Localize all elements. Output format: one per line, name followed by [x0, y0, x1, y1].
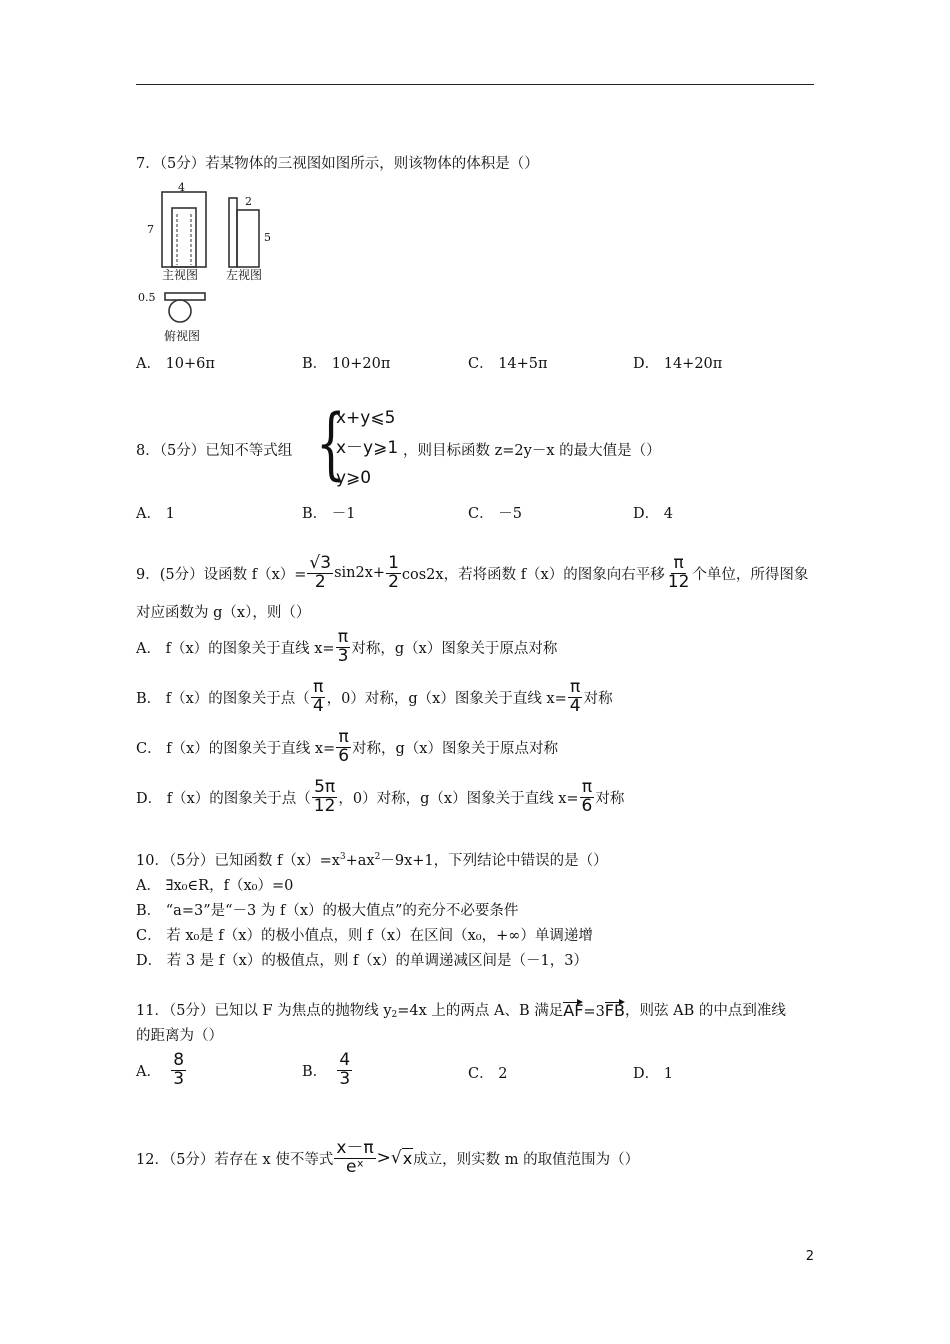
q12-stem: [136, 1135, 639, 1181]
q11-b-fraction: [337, 1049, 352, 1089]
q9-f2-den: 2: [388, 571, 399, 592]
q11-b-num: 4: [339, 1049, 351, 1070]
q7-front-width: 4: [178, 181, 185, 194]
q9-c-num: π: [338, 726, 349, 747]
q9-c-den: 6: [338, 745, 350, 766]
q8-ineq-1: x+y⩽5: [336, 408, 396, 428]
q7-option-d: D． 14+20π: [633, 356, 723, 372]
q8-option-b: B． －1: [302, 506, 356, 522]
q8-suffix: ，则目标函数 z=2y－x 的最大值是（）: [403, 443, 661, 459]
q9-d-den2: 6: [581, 795, 593, 816]
q7-front-caption: 主视图: [162, 268, 199, 282]
q8-ineq-3: y⩾0: [336, 468, 372, 488]
q9-fraction-2: [386, 552, 401, 592]
q11-b-label: B．: [302, 1063, 328, 1080]
q10-exp-3: 3: [339, 852, 346, 862]
q9-fraction-1: [307, 552, 333, 592]
q9-stem-line2: 对应函数为 g（x），则（）: [136, 605, 311, 621]
q11-a-fraction: [171, 1049, 186, 1089]
q12-num: x－π: [336, 1137, 374, 1158]
q12-pre: 12．（5分）若存在 x 使不等式: [136, 1151, 334, 1168]
q10-stem-mid: +ax: [345, 853, 375, 869]
q11-option-b: [302, 1049, 353, 1091]
q8-brace: {: [316, 399, 346, 489]
q9-b-fraction-2: [568, 676, 583, 716]
q9-a-pre: A． f（x）的图象关于直线 x=: [136, 640, 335, 657]
q9-text-3: cos2x，若将函数 f（x）的图象向右平移: [401, 566, 665, 583]
q9-text-1: 9．(5分）设函数 f（x）=: [136, 566, 307, 583]
q11-option-d: D． 1: [633, 1066, 673, 1082]
q9-d-den1: 12: [313, 795, 336, 816]
q9-c-post: 对称，g（x）图象关于原点对称: [352, 740, 558, 757]
q9-b-mid: ，0）对称，g（x）图象关于直线 x=: [326, 690, 567, 707]
q9-a-num: π: [337, 626, 349, 647]
q9-f1-num: √3: [309, 552, 332, 573]
q7-three-view-figure: [140, 180, 280, 345]
q8-option-d: D． 4: [633, 506, 673, 522]
q11-a-label: A．: [136, 1063, 161, 1080]
q7-front-height: 7: [147, 223, 154, 236]
q9-b-fraction-1: [311, 676, 326, 716]
q10-option-a: A． ∃x₀∈R，f（x₀）=0: [136, 878, 294, 894]
q11-post: ，则弦 AB 的中点到准线: [624, 1003, 786, 1019]
q9-stem-line1: [136, 551, 808, 595]
q9-a-den: 3: [337, 645, 349, 666]
q9-b-post: 对称: [583, 690, 613, 707]
q7-side-width: 2: [245, 195, 252, 208]
q11-exp-2: 2: [391, 1010, 398, 1020]
q9-text-4: 个单位，所得图象: [692, 566, 809, 583]
q11-mid: =4x 上的两点 A、B 满足: [397, 1003, 564, 1019]
q12-fraction: [334, 1137, 375, 1177]
q9-d-fraction-2: [580, 776, 595, 816]
q11-stem-line2: 的距离为（）: [136, 1028, 223, 1044]
q9-fraction-3: [666, 552, 692, 592]
q7-option-c: C． 14+5π: [468, 356, 548, 372]
q10-stem-pre: 10．（5分）已知函数 f（x）=x: [136, 853, 340, 869]
q11-option-c: C． 2: [468, 1066, 508, 1082]
q11-pre: 11．（5分）已知以 F 为焦点的抛物线 y: [136, 1003, 392, 1019]
q7-side-caption: 左视图: [226, 268, 263, 282]
q10-exp-2: 2: [374, 852, 381, 862]
q9-b-den1: 4: [312, 695, 324, 716]
q11-option-a: [136, 1049, 187, 1091]
q10-stem: [136, 849, 608, 870]
q7-side-height: 5: [264, 231, 271, 244]
q10-option-c: C． 若 x₀是 f（x）的极小值点，则 f（x）在区间（x₀，+∞）单调递增: [136, 928, 593, 944]
q7-top-thickness: 0.5: [138, 291, 156, 304]
q8-ineq-2: x－y⩾1: [336, 438, 399, 458]
q9-option-d: [136, 776, 624, 818]
q9-f3-den: 12: [667, 571, 690, 592]
q11-eq: =3: [583, 1004, 605, 1020]
q9-d-mid: ，0）对称，g（x）图象关于直线 x=: [338, 790, 579, 807]
q9-option-b: [136, 676, 613, 718]
q9-d-num1: 5π: [314, 776, 336, 797]
q11-a-den: 3: [173, 1068, 185, 1089]
q9-b-pre: B． f（x）的图象关于点（: [136, 690, 310, 707]
header-rule: [136, 84, 814, 85]
q9-option-c: [136, 726, 558, 768]
q11-b-den: 3: [339, 1068, 351, 1089]
q9-d-post: 对称: [595, 790, 625, 807]
q11-vector-af: AF: [563, 1001, 584, 1020]
q11-vector-fb: FB: [604, 1001, 625, 1020]
q10-stem-post: －9x+1，下列结论中错误的是（）: [380, 853, 608, 869]
q7-option-a: A． 10+6π: [136, 356, 215, 372]
q7-top-caption: 俯视图: [164, 329, 201, 343]
q9-f2-num: 1: [388, 552, 399, 573]
q9-d-pre: D． f（x）的图象关于点（: [136, 790, 311, 807]
q9-f1-den: 2: [314, 571, 326, 592]
q11-a-num: 8: [173, 1049, 185, 1070]
q9-c-fraction: [336, 726, 351, 766]
q9-f3-num: π: [673, 552, 684, 573]
q12-sqrt-arg: x: [402, 1149, 413, 1168]
q9-b-num2: π: [570, 676, 581, 697]
q7-option-b: B． 10+20π: [302, 356, 391, 372]
q12-den: eˣ: [345, 1156, 364, 1177]
q9-b-den2: 4: [569, 695, 581, 716]
page-number: 2: [805, 1249, 814, 1264]
q7-stem: 7．（5分）若某物体的三视图如图所示，则该物体的体积是（）: [136, 156, 539, 172]
q12-post: 成立，则实数 m 的取值范围为（）: [413, 1151, 640, 1168]
q9-c-pre: C． f（x）的图象关于直线 x=: [136, 740, 336, 757]
q9-d-num2: π: [581, 776, 593, 797]
q9-d-fraction-1: [312, 776, 338, 816]
q8-option-a: A． 1: [136, 506, 175, 522]
q12-sqrt-sign: √: [390, 1148, 402, 1168]
q9-text-2: sin2x+: [334, 565, 386, 581]
q12-gt: >: [376, 1148, 391, 1168]
q11-stem-line1: [136, 996, 786, 1020]
q9-b-num1: π: [313, 676, 324, 697]
q10-option-d: D． 若 3 是 f（x）的极值点，则 f（x）的单调递减区间是（－1，3）: [136, 953, 588, 969]
q9-a-fraction: [336, 626, 351, 666]
q8-option-c: C． －5: [468, 506, 522, 522]
q9-option-a: [136, 626, 557, 668]
q10-option-b: B． “a=3”是“－3 为 f（x）的极大值点”的充分不必要条件: [136, 903, 519, 919]
q9-a-post: 对称，g（x）图象关于原点对称: [351, 640, 558, 657]
q8-prefix: 8．（5分）已知不等式组: [136, 443, 293, 459]
